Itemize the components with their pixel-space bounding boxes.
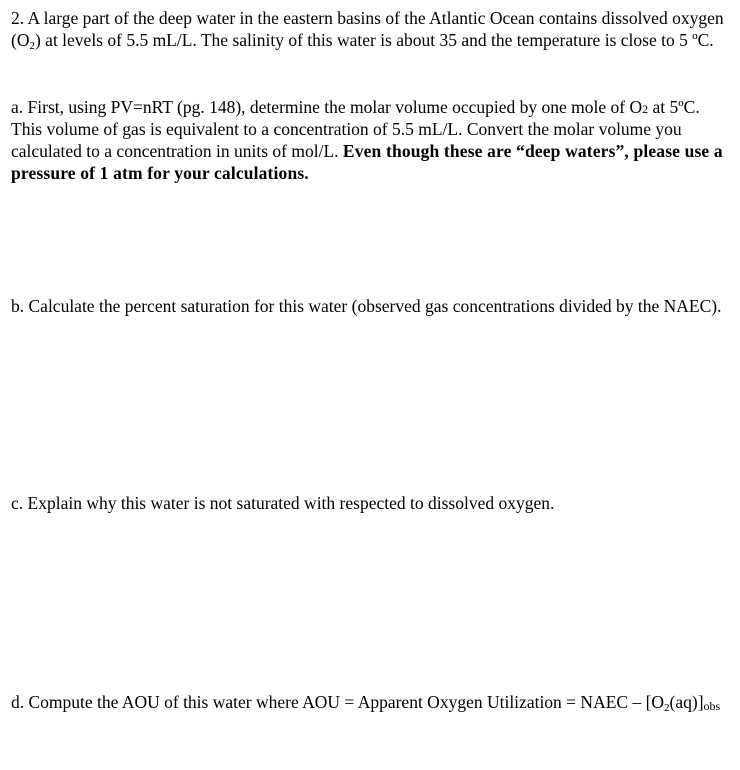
part-b — [11, 295, 733, 317]
part-b-text: b. Calculate the percent saturation for this water (observed gas concentrations divided by the NAEC). — [11, 296, 722, 316]
part-c — [11, 492, 733, 514]
part-a — [11, 96, 733, 184]
part-d-obs-subscript: obs — [703, 699, 721, 713]
part-a-text-2: at 5ºC. This volume of gas is equivalent to a concentration of 5.5 mL/L. Convert the molar volume you calculated to a concentration in units of mol/L. — [11, 97, 700, 161]
question-intro — [11, 7, 733, 51]
part-c-text: c. Explain why this water is not saturated with respected to dissolved oxygen. — [11, 493, 555, 513]
part-a-text-1: a. First, using PV=nRT (pg. 148), determine the molar volume occupied by one mole of O — [11, 97, 643, 117]
part-a-subscript: 2 — [642, 102, 649, 116]
part-d-subscript: 2 — [664, 702, 670, 714]
intro-subscript: 2 — [29, 40, 35, 52]
intro-text-2: ) at levels of 5.5 mL/L. The salinity of this water is about 35 and the temperature is close to 5 ºC. — [34, 30, 714, 50]
part-d-text-2: (aq)] — [669, 692, 704, 712]
part-d — [11, 691, 733, 713]
part-a-bold-note: Even though these are “deep waters”, please use a pressure of 1 atm for your calculations. — [11, 141, 723, 183]
intro-text-1: 2. A large part of the deep water in the eastern basins of the Atlantic Ocean contains dissolved oxygen (O — [11, 8, 724, 50]
part-d-text-1: d. Compute the AOU of this water where AOU = Apparent Oxygen Utilization = NAEC – [O — [11, 692, 665, 712]
